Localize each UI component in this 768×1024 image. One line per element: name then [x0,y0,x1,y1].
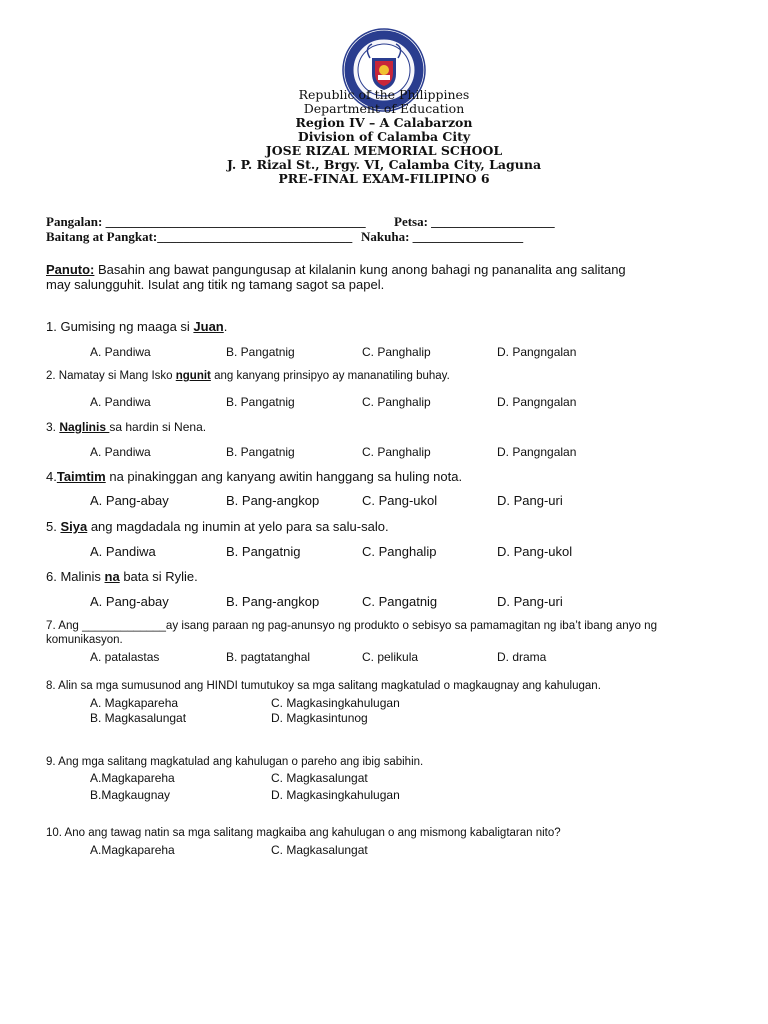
question-2: 2. Namatay si Mang Isko ngunit ang kanyang prinsipyo ay mananatiling buhay. [46,370,450,382]
q3-option-b[interactable]: B. Pangatnig [226,445,295,459]
header-department: Department of Education [303,101,465,116]
q7-option-b[interactable]: B. pagtatanghal [226,650,311,664]
q2-option-b[interactable]: B. Pangatnig [226,395,295,409]
q8-option-c[interactable]: C. Magkasingkahulugan [271,696,400,710]
q9-option-a[interactable]: A.Magkapareha [90,771,175,785]
q9-option-d[interactable]: D. Magkasingkahulugan [271,788,400,802]
header-division: Division of Calamba City [297,129,471,144]
q5-option-a[interactable]: A. Pandiwa [90,544,156,559]
q2-option-d[interactable]: D. Pangngalan [497,395,577,409]
header-school: JOSE RIZAL MEMORIAL SCHOOL [265,143,503,158]
q10-option-a[interactable]: A.Magkapareha [90,843,175,857]
panuto-line2: may salungguhit. Isulat ang titik ng tamang sagot sa papel. [46,277,385,292]
q2-option-c[interactable]: C. Panghalip [362,395,431,409]
q4-option-d[interactable]: D. Pang-uri [497,493,563,508]
q8-option-a[interactable]: A. Magkapareha [90,696,179,710]
question-5: 5. Siya ang magdadala ng inumin at yelo para sa salu-salo. [46,519,389,534]
q1-option-d[interactable]: D. Pangngalan [497,345,577,359]
question-4: 4.Taimtim na pinakinggan ang kanyang awitin hanggang sa huling nota. [46,469,463,484]
q8-option-d[interactable]: D. Magkasintunog [271,711,368,725]
q5-option-c[interactable]: C. Panghalip [362,544,437,559]
q6-option-b[interactable]: B. Pang-angkop [226,594,320,609]
q3-option-d[interactable]: D. Pangngalan [497,445,577,459]
q1-option-b[interactable]: B. Pangatnig [226,345,295,359]
q7-option-a[interactable]: A. patalastas [90,650,160,664]
q9-option-b[interactable]: B.Magkaugnay [90,788,171,802]
question-8: 8. Alin sa mga sumusunod ang HINDI tumutukoy sa mga salitang magkatulad o magkaugnay ang kahulugan. [46,680,601,692]
q1-option-a[interactable]: A. Pandiwa [90,345,151,359]
q3-option-a[interactable]: A. Pandiwa [90,445,151,459]
q10-option-c[interactable]: C. Magkasalungat [271,843,368,857]
q6-option-a[interactable]: A. Pang-abay [90,594,169,609]
question-7-line1: 7. Ang _____________ay isang paraan ng pag-anunsyo ng produkto o sebisyo sa pamamagitan ng iba’t ibang anyo ng [46,619,658,632]
q8-option-b[interactable]: B. Magkasalungat [90,711,187,725]
q1-option-c[interactable]: C. Panghalip [362,345,431,359]
exam-title: PRE-FINAL EXAM-FILIPINO 6 [278,171,490,186]
q6-option-d[interactable]: D. Pang-uri [497,594,563,609]
q2-option-a[interactable]: A. Pandiwa [90,395,151,409]
question-6: 6. Malinis na bata si Rylie. [46,569,198,584]
question-3: 3. Naglinis sa hardin si Nena. [46,420,207,434]
q4-option-a[interactable]: A. Pang-abay [90,493,169,508]
header-republic: Republic of the Philippines [298,87,470,102]
question-9: 9. Ang mga salitang magkatulad ang kahulugan o pareho ang ibig sabihin. [46,756,424,768]
q9-option-c[interactable]: C. Magkasalungat [271,771,368,785]
q5-option-d[interactable]: D. Pang-ukol [497,544,573,559]
q6-option-c[interactable]: C. Pangatnig [362,594,438,609]
panuto-label: Panuto: [46,262,95,277]
q3-option-c[interactable]: C. Panghalip [362,445,431,459]
q4-option-c[interactable]: C. Pang-ukol [362,493,438,508]
nakuha-field[interactable]: Nakuha: _________________ [361,229,524,244]
header-region: Region IV – A Calabarzon [295,115,473,130]
pangalan-field[interactable]: Pangalan: ________________________________________ [46,214,366,229]
q7-option-c[interactable]: C. pelikula [362,650,419,664]
baitang-field[interactable]: Baitang at Pangkat:______________________________ [46,229,353,244]
question-1: 1. Gumising ng maaga si Juan. [46,319,228,334]
q4-option-b[interactable]: B. Pang-angkop [226,493,320,508]
q7-option-d[interactable]: D. drama [497,650,547,664]
question-10: 10. Ano ang tawag natin sa mga salitang magkaiba ang kahulugan o ang mismong kabaligtaran nito? [46,827,561,839]
question-7-line2: komunikasyon. [46,634,123,646]
header-address: J. P. Rizal St., Brgy. VI, Calamba City, Laguna [226,157,542,172]
petsa-field[interactable]: Petsa: ___________________ [394,214,555,229]
panuto-line1: Panuto: Basahin ang bawat pangungusap at kilalanin kung anong bahagi ng pananalita ang salitang [46,262,626,277]
q5-option-b[interactable]: B. Pangatnig [226,544,301,559]
